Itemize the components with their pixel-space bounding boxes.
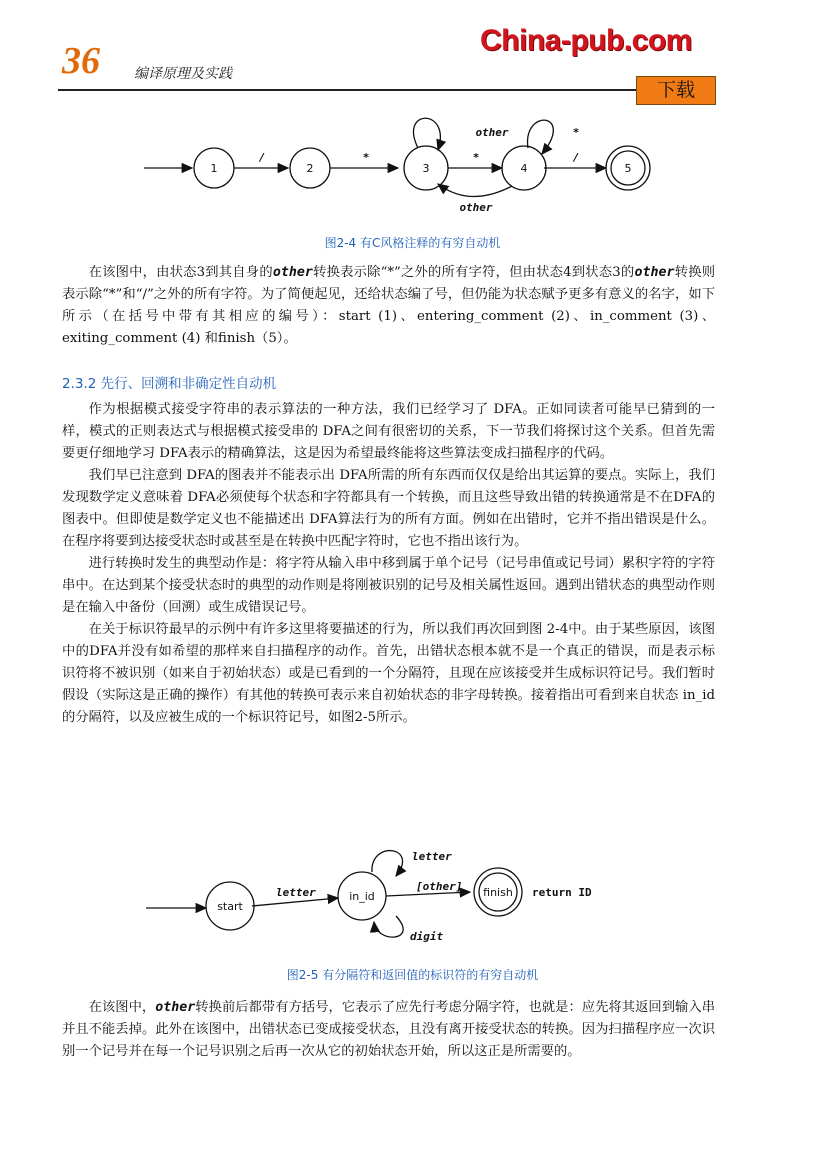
- text-run: 转换前后都带有方括号，它表示了应先行考虑分隔字符，也就是：应先将其返回到输入串并且不能丢掉。此外在该图中，出错状态已变成接受状态，且没有离开接受状态的转换。因为扫描程序应一次识别一个记号并在每一个记号识别之后再一次从它的初始状态开始，所以这正是所需要的。: [62, 1000, 716, 1059]
- download-button[interactable]: 下载: [636, 76, 716, 105]
- state-label-5: 5: [624, 162, 632, 175]
- running-head: 编译原理及实践: [134, 66, 232, 82]
- figure-2-5-diagram: [140, 840, 640, 952]
- loop-4-star: [528, 120, 554, 154]
- header-rule: [58, 89, 636, 91]
- edge-label-return-id: return ID: [532, 886, 592, 899]
- loop-digit: [374, 916, 403, 937]
- body-paragraph: 进行转换时发生的典型动作是：将字符从输入串中移到属于单个记号（记号串值或记号词）累积字符的字符串中。在达到某个接受状态时的典型的动作则是将刚被识别的记号及相关属性返回。遇到出错状态的典型动作则是在输入中备份（回溯）或生成错误记号。: [62, 556, 715, 615]
- text-run: 在该图中，由状态3到其自身的: [88, 265, 273, 280]
- edge-label-1-2: /: [258, 151, 266, 164]
- china-pub-logo[interactable]: China-pub.com: [480, 24, 692, 57]
- text-run: 转换则表示除“*”和“/”之外的所有字符。为了简便起见，还给状态编了号，但仍能为状态赋予更多有意义的名字，如下所示（在括号中带有其相应的编号）：start (1)、entering_comment (2)、in_comment (3)、exiting_comment (4) 和finish（5）。: [62, 265, 715, 346]
- edge-label-2-3: *: [362, 151, 370, 164]
- state-label-4: 4: [520, 162, 528, 175]
- state-label-1: 1: [210, 162, 218, 175]
- keyword-other: other: [634, 265, 675, 280]
- section-heading: 2.3.2 先行、回溯和非确定性自动机: [62, 376, 277, 392]
- body-text: [62, 399, 715, 729]
- loop-3-other: [414, 118, 441, 150]
- edge-label-loop-digit: digit: [410, 930, 444, 943]
- text-run: 在该图中，: [88, 1000, 156, 1015]
- paragraph-fig-2-5-explanation: [62, 997, 715, 1063]
- loop-letter: [372, 851, 403, 876]
- state-label-finish: finish: [483, 886, 513, 899]
- body-paragraph: 在关于标识符最早的示例中有许多这里将要描述的行为，所以我们再次回到图 2-4中。由于某些原因，该图中的DFA并没有如希望的那样来自扫描程序的动作。首先，出错状态根本就不是一个真正的错误，而是表示标识符将不被识别（如来自于初始状态）或是已看到的一个分隔符，且现在应该接受并生成标识符记号。我们暂时假设（实际这是正确的操作）有其他的转换可表示来自初始状态的非字母转换。接着指出可看到来自状态 in_id的分隔符，以及应被生成的一个标识符记号，如图2-5所示。: [62, 622, 715, 725]
- state-label-in-id: in_id: [349, 890, 375, 903]
- body-paragraph: 我们早已注意到 DFA的图表并不能表示出 DFA所需的所有东西而仅仅是给出其运算的要点。实际上，我们发现数学定义意味着 DFA必须使每个状态和字符都具有一个转换，而且这些导致出错的转换通常是不在DFA的图表中。但即使是数学定义也不能描述出 DFA算法行为的所有方面。例如在出错时，它并不指出错误是什么。在程序将要到达接受状态时或甚至是在转换中匹配字符时，它也不指出该行为。: [62, 468, 715, 549]
- edge-label-other: [other]: [416, 880, 463, 893]
- edge-label-4-3: other: [459, 201, 493, 214]
- figure-2-4-caption: 图2-4 有C风格注释的有穷自动机: [324, 236, 501, 250]
- state-label-3: 3: [422, 162, 430, 175]
- text-run: 转换表示除“*”之外的所有字符，但由状态4到状态3的: [312, 265, 635, 280]
- body-paragraph: 作为根据模式接受字符串的表示算法的一种方法，我们已经学习了 DFA。正如同读者可能早已猜到的一样，模式的正则表达式与根据模式接受串的 DFA之间有很密切的关系，下一节我们将探讨这个关系。但首先需要更仔细地学习 DFA表示的精确算法，这是因为希望最终能将这些算法变成扫描程序的代码。: [62, 402, 715, 461]
- keyword-other: other: [272, 265, 313, 280]
- edge-label-3-4: *: [472, 151, 480, 164]
- edge-label-4-5: /: [572, 151, 580, 164]
- edge-label-loop-4: *: [572, 126, 580, 139]
- edge-4-3-other: [438, 184, 512, 197]
- edge-label-loop-3: other: [475, 126, 509, 139]
- edge-label-loop-letter: letter: [412, 850, 452, 863]
- figure-2-5-caption: 图2-5 有分隔符和返回值的标识符的有穷自动机: [286, 968, 539, 982]
- figure-2-4-diagram: [130, 108, 670, 218]
- edge-label-letter: letter: [276, 886, 316, 899]
- keyword-other: other: [155, 1000, 196, 1015]
- edge-start-inid: [252, 898, 338, 906]
- page-number: 36: [62, 40, 100, 82]
- state-label-start: start: [217, 900, 243, 913]
- paragraph-fig-2-4-explanation: [62, 262, 715, 350]
- state-label-2: 2: [306, 162, 314, 175]
